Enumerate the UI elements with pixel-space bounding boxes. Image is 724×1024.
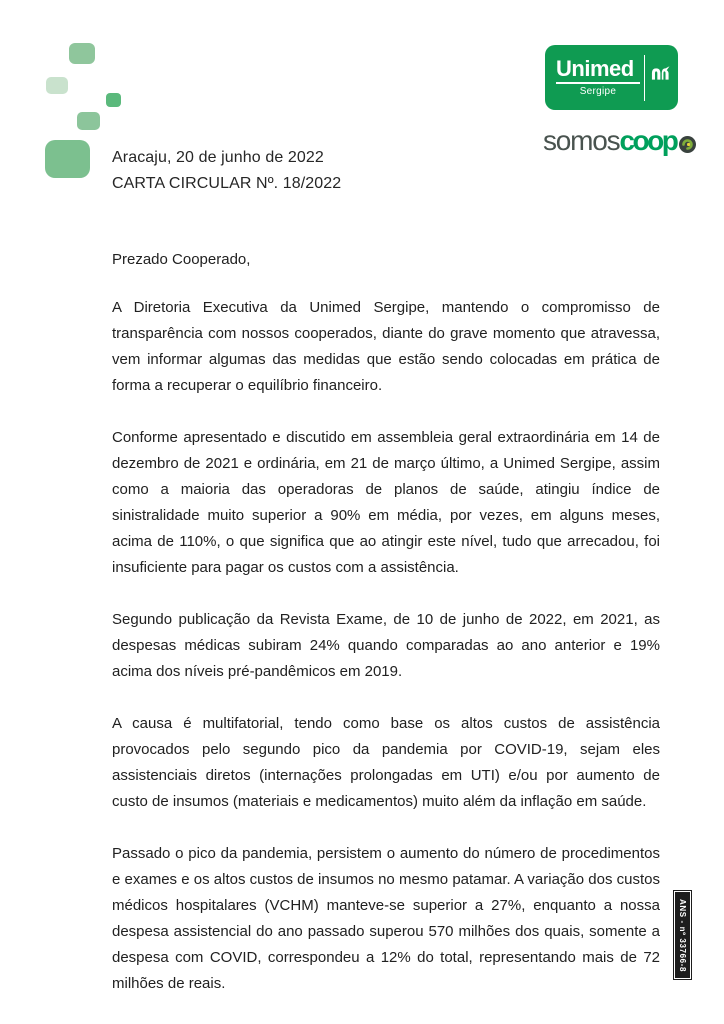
ans-badge-text: ANS - nº 33766-8 xyxy=(678,898,687,972)
paragraph-5: Passado o pico da pandemia, persistem o aumento do número de procedimentos e exames e os altos custos de insumos no mesmo patamar. A variação dos custos médicos hospitalares (VCHM) manteve-se superior a 27%, enquanto a nossa despesa assistencial do ano passado superou 570 milhões dos quais, somente a despesa com COVID, correspondeu a 12% do total, representando mais de 72 milhões de reais. xyxy=(112,845,660,992)
paragraph-4: A causa é multifatorial, tendo como base os altos custos de assistência provocados pelo segundo pico da pandemia por COVID-19, sejam eles assistenciais diretos (internações prolongadas em UTI) e/ou por aumento de custo de insumos (materiais e medicamentos) muito além da inflação em saúde. xyxy=(112,715,660,810)
circular-number: CARTA CIRCULAR Nº. 18/2022 xyxy=(112,175,342,192)
coop-wordmark: coop xyxy=(619,125,677,156)
green-square xyxy=(45,140,90,178)
paragraph-1: A Diretoria Executiva da Unimed Sergipe, mantendo o compromisso de transparência com nossos cooperados, diante do grave momento que atravessa, vem informar algumas das medidas que estão sendo colocadas em prática de forma a recuperar o equilíbrio financeiro. xyxy=(112,299,660,394)
green-square xyxy=(77,112,100,130)
green-square xyxy=(106,93,121,107)
paragraph-2: Conforme apresentado e discutido em assembleia geral extraordinária em 14 de dezembro de 2021 e ordinária, em 21 de março último, a Unimed Sergipe, assim como a maioria das operadoras de planos de saúde, atingiu índice de sinistralidade muito superior a 90% em média, por vezes, em alguns meses, acima de 110%, o que significa que ao atingir este nível, tudo que arrecadou, foi insuficiente para pagar os custos com a assistência. xyxy=(112,429,660,576)
logo-divider xyxy=(644,55,645,101)
unimed-logo xyxy=(545,45,678,110)
unimed-logo-text xyxy=(556,55,640,98)
paragraph-3: Segundo publicação da Revista Exame, de 10 de junho de 2022, em 2021, as despesas médicas subiram 24% quando comparadas ao ano anterior e 19% acima dos níveis pré-pandêmicos em 2019. xyxy=(112,611,660,680)
unimed-wordmark: Unimed xyxy=(556,55,634,81)
date-line: Aracaju, 20 de junho de 2022 xyxy=(112,149,324,166)
salutation: Prezado Cooperado, xyxy=(112,251,251,268)
letter-body xyxy=(112,247,660,1023)
green-square xyxy=(69,43,95,64)
green-square xyxy=(46,77,68,94)
decorative-squares xyxy=(32,43,112,183)
somoscoop-logo xyxy=(543,124,713,158)
coop-swirl-icon xyxy=(679,136,696,153)
somos-wordmark: somos xyxy=(543,125,620,156)
ans-badge xyxy=(674,891,691,979)
logo-rule xyxy=(556,82,640,84)
unimed-region: Sergipe xyxy=(579,85,617,97)
unimed-bird-icon xyxy=(651,61,670,85)
